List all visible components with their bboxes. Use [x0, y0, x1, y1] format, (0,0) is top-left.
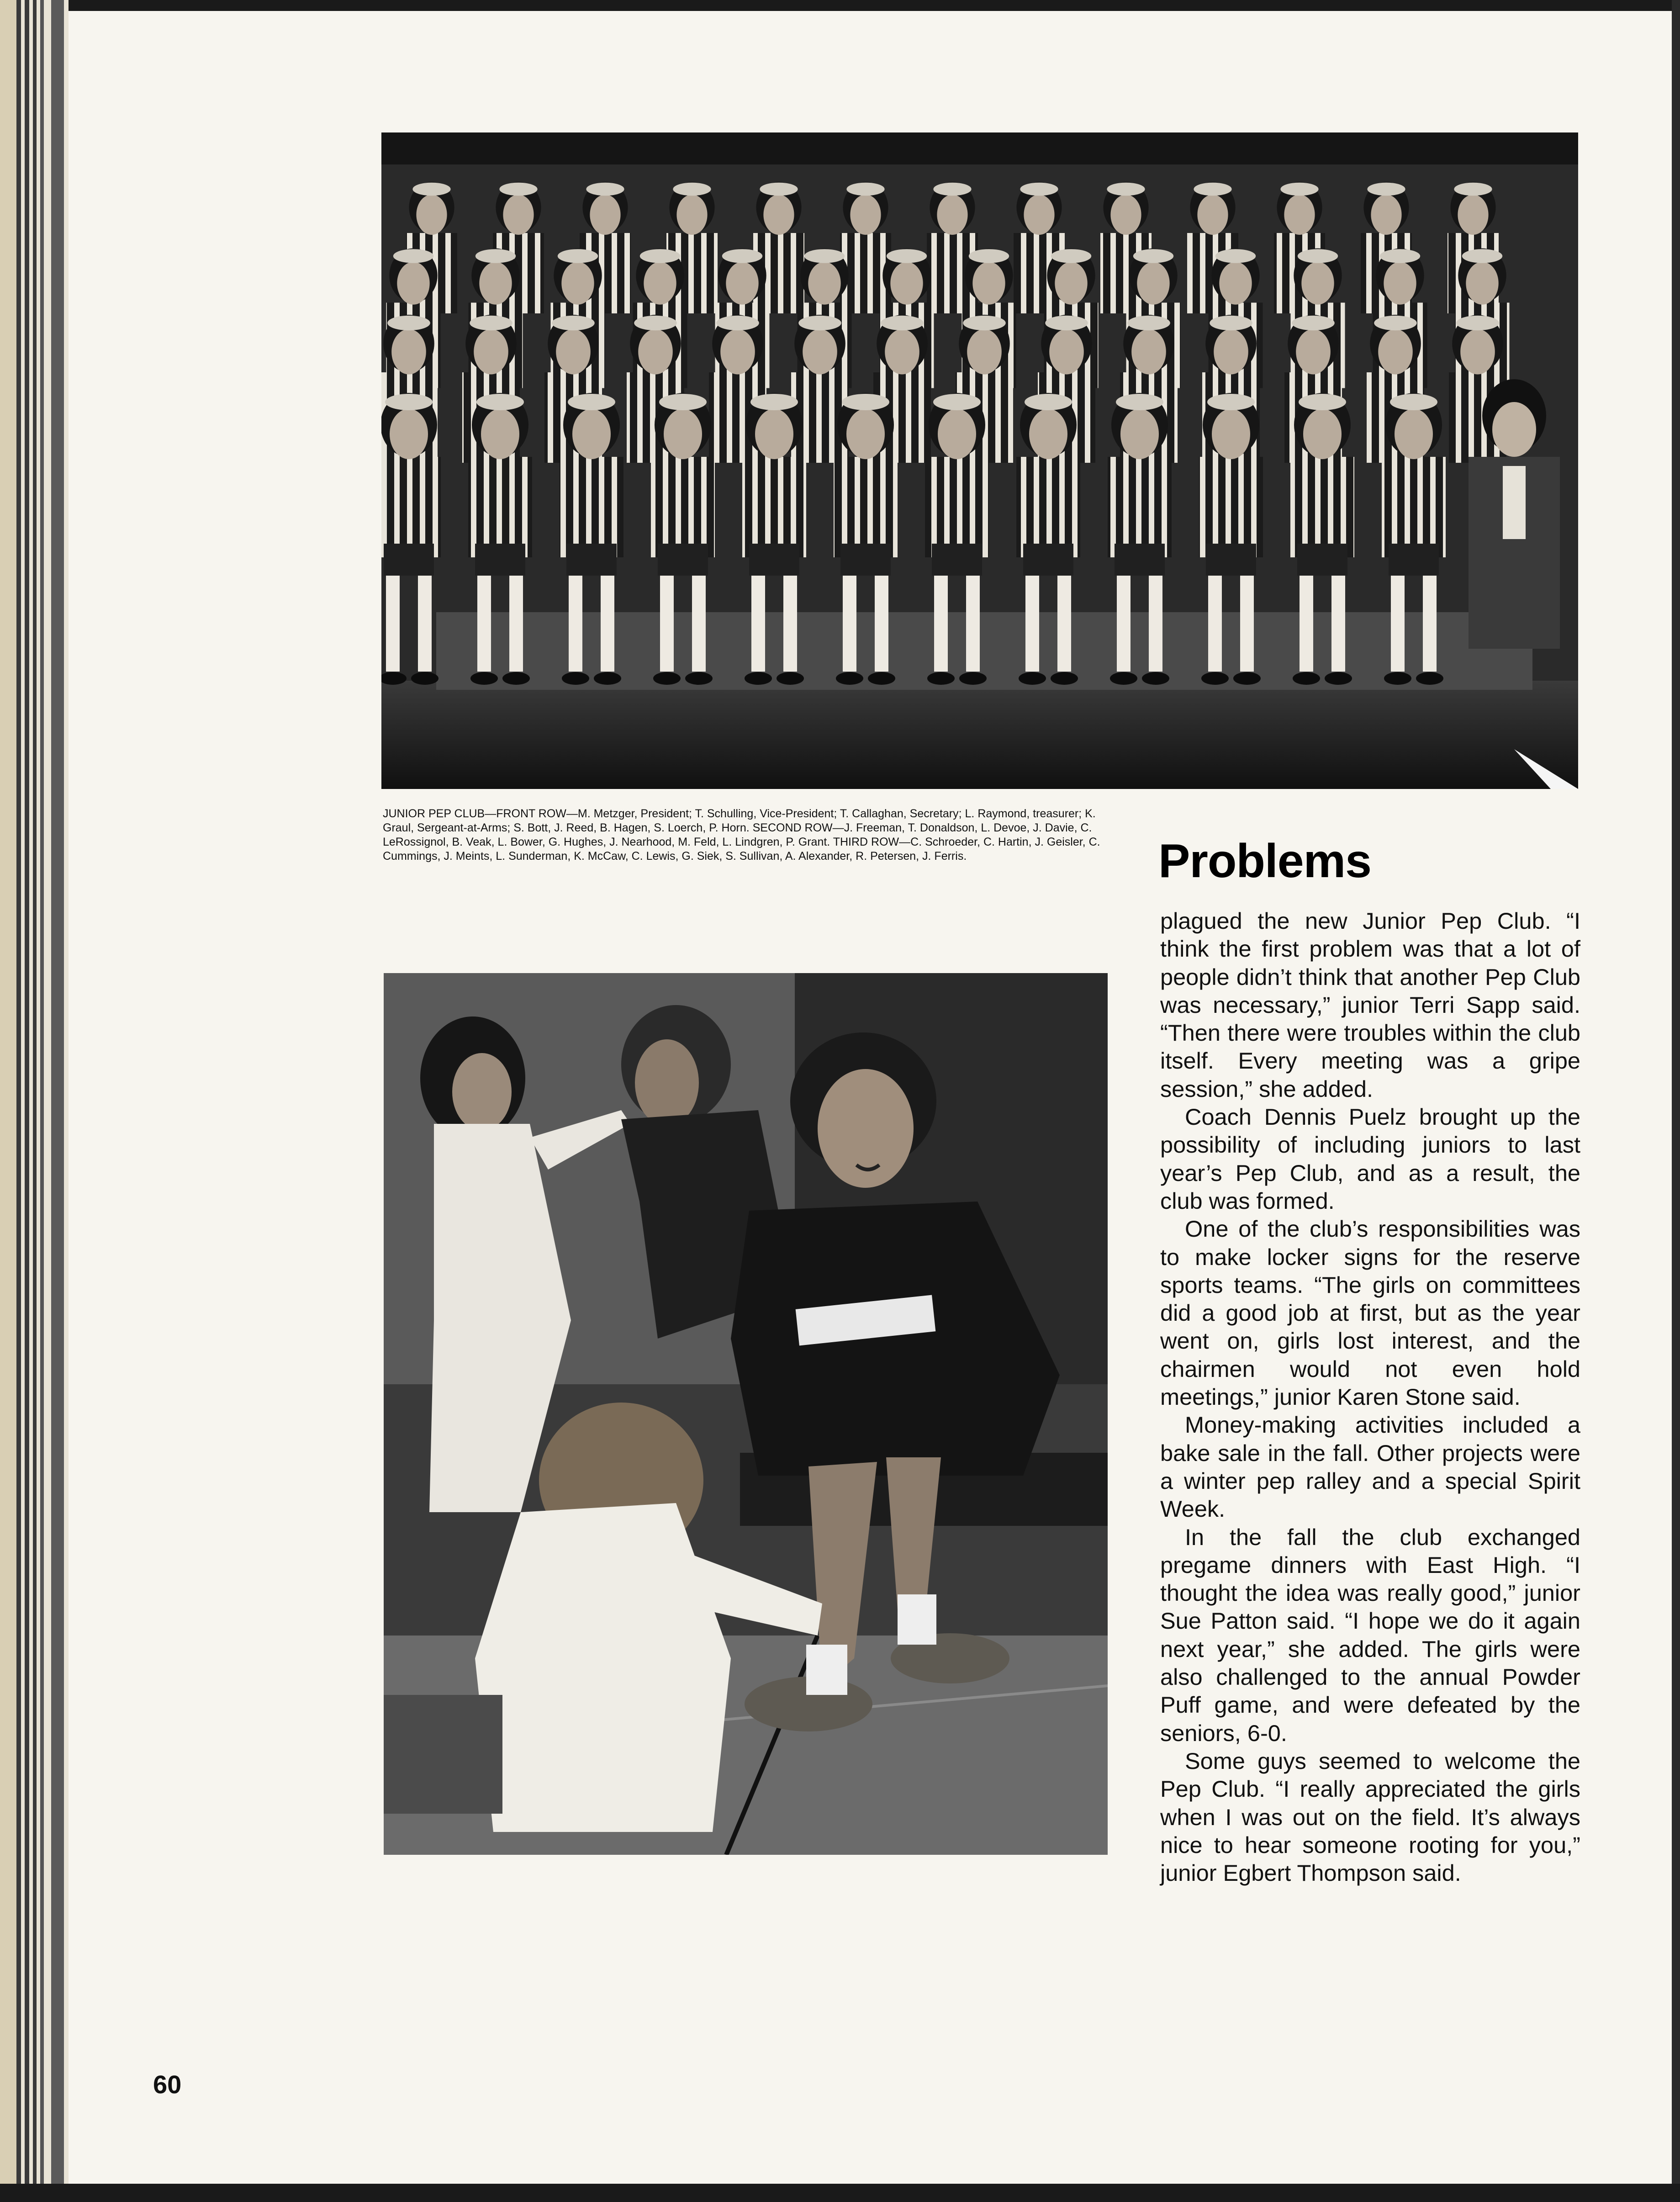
article-paragraph-5: In the fall the club exchanged pregame dinners with East High. “I thought the idea was really good,” junior Sue Patton said. “I hope we do it again next year,” she added. The girls were also challenged to the annual Powder Puff game, and were defeated by the seniors, 6-0. — [1160, 1524, 1580, 1746]
article-paragraph-6: Some guys seemed to welcome the Pep Club. “I really appreciated the girls when I was out on the field. It’s always nice to hear someone rooting for you,” junior Egbert Thompson said. — [1160, 1747, 1580, 1886]
article-headline: Problems — [1158, 835, 1371, 888]
article-paragraph-2: Coach Dennis Puelz brought up the possibility of including juniors to last year’s Pep Club, and as a result, the club was formed. — [1160, 1104, 1580, 1214]
page-right-edge — [1672, 0, 1680, 2202]
group-photo-image — [381, 132, 1578, 789]
face-painting-photo-image — [384, 973, 1108, 1855]
page-top-edge — [0, 0, 1680, 11]
page-bottom-edge — [0, 2184, 1680, 2202]
article-paragraph-3: One of the club’s responsibilities was to make locker signs for the reserve sports teams. “The girls on committees did a good job at first, but as the year went on, girls lost interest, and the chairmen would not even hold meetings,” junior Karen Stone said. — [1160, 1216, 1580, 1410]
group-photo-drawing — [381, 132, 1578, 789]
article-paragraph-4: Money-making activities included a bake sale in the fall. Other projects were a winter pep ralley and a special Spirit Week. — [1160, 1412, 1580, 1522]
page-binding — [0, 0, 69, 2202]
photo-caption: JUNIOR PEP CLUB—FRONT ROW—M. Metzger, President; T. Schulling, Vice-President; T. Callaghan, Secretary; L. Raymond, treasurer; K. Graul, Sergeant-at-Arms; S. Bott, J. Reed, B. Hagen, S. Loerch, P. Horn. SECOND ROW—J. Freeman, T. Donaldson, L. Devoe, J. Davie, C. LeRossignol, B. Veak, L. Bower, G. Hughes, J. Nearhood, M. Feld, L. Lindgren, P. Grant. THIRD ROW—C. Schroeder, C. Hartin, J. Geisler, C. Cummings, J. Meints, L. Sunderman, K. McCaw, C. Lewis, G. Siek, S. Sullivan, A. Alexander, R. Petersen, J. Ferris. — [383, 807, 1100, 863]
article-paragraph-1: plagued the new Junior Pep Club. “I think the first problem was that a lot of people didn’t think that another Pep Club was necessary,” junior Terri Sapp said. “Then there were troubles within the club itself. Every meeting was a gripe session,” she added. — [1160, 908, 1580, 1102]
article-body — [1160, 907, 1580, 1887]
page-number: 60 — [153, 2070, 182, 2099]
candid-photo-drawing — [384, 973, 1108, 1855]
